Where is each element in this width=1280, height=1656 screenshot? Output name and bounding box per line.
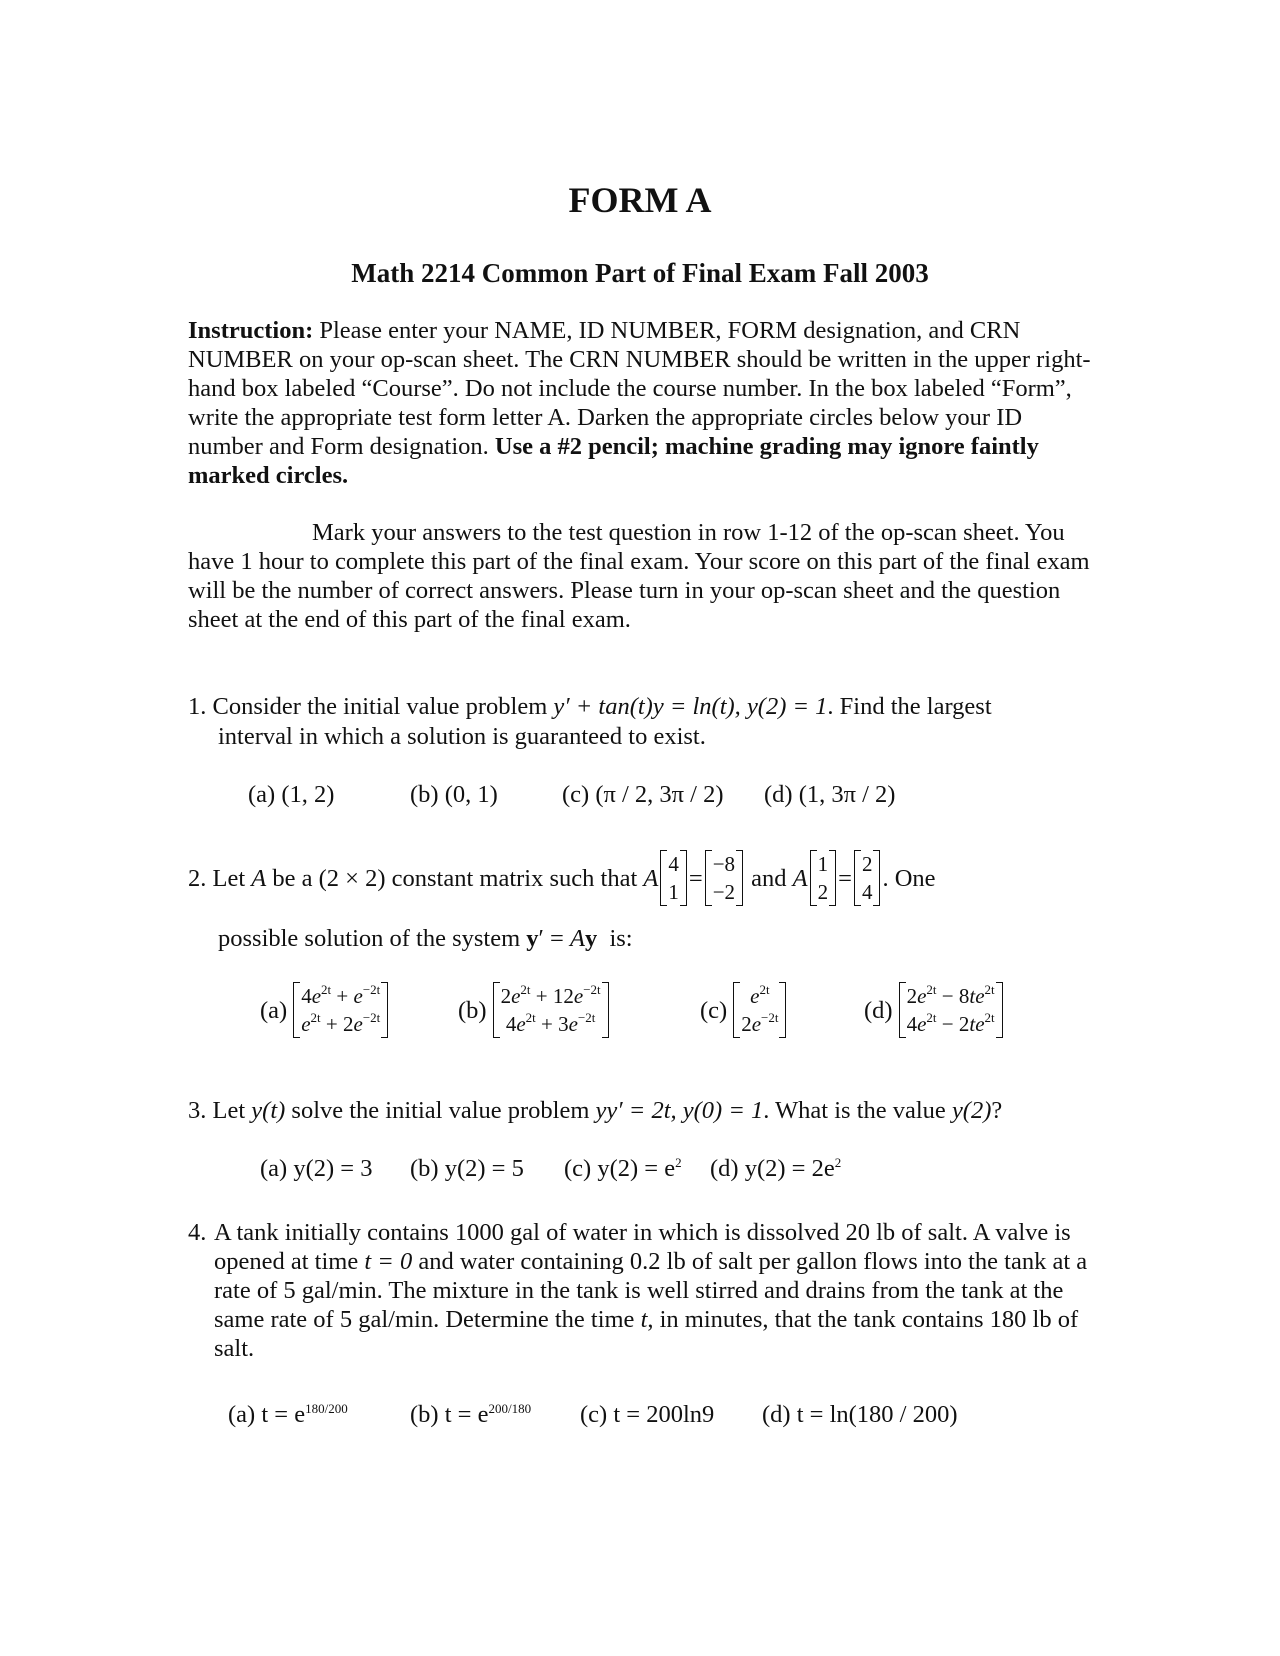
q1-choice-b: (b) (0, 1) — [410, 781, 498, 808]
q2-choice-c — [700, 982, 788, 1038]
q2-choice-b — [458, 982, 611, 1038]
q2-choice-b-label: (b) — [458, 996, 487, 1024]
q1-choice-a: (a) (1, 2) — [248, 781, 335, 808]
q4-choice-a — [228, 1400, 348, 1429]
question-2 — [188, 848, 936, 908]
q2-vector-2-top: −8 — [712, 852, 736, 876]
q2-text-4: . One — [882, 864, 936, 892]
q2-vector-4-top: 2 — [861, 852, 873, 876]
q1-choice-c: (c) (π / 2, 3π / 2) — [562, 781, 724, 808]
exp: 2t — [926, 982, 937, 997]
q4-t0: t = 0 — [364, 1248, 413, 1275]
q2-text-2: be a — [272, 864, 313, 892]
q2-choice-b-row1: $2e^{2t} + 12e^{-2t}$ — [500, 982, 601, 1008]
q2-var-a: A — [251, 864, 267, 892]
q2-vector-1 — [660, 850, 687, 906]
q2-number: 2. — [188, 864, 207, 892]
q4-text-3: , in minutes, that the tank contains 180 lb of salt. — [214, 1306, 1079, 1362]
question-1 — [188, 692, 1108, 721]
q2-var-a-2: A — [643, 864, 659, 892]
q2-vector-2-bottom: −2 — [712, 880, 736, 904]
q2-system-eq: ′ = — [538, 925, 564, 952]
q2-choice-a — [260, 982, 390, 1038]
exp: 2t — [926, 1010, 937, 1025]
q4-choice-a-text: (a) t = e — [228, 1401, 306, 1428]
q1-ode: y′ + tan(t)y = ln(t), — [553, 693, 741, 720]
exam-title: Math 2214 Common Part of Final Exam Fall 2003 — [351, 258, 929, 288]
q2-system-lhs: y — [526, 925, 539, 952]
q4-choice-d: (d) t = ln(180 / 200) — [762, 1401, 958, 1428]
q2-choice-c-matrix — [733, 982, 786, 1038]
q2-equals-2: = — [838, 864, 852, 892]
exp: −2t — [577, 1010, 596, 1025]
q4-choice-c: (c) t = 200ln9 — [580, 1401, 715, 1428]
q2-text-6: is: — [609, 925, 633, 952]
answer-instructions: Mark your answers to the test question in row 1-12 of the op-scan sheet. You have 1 hour to complete this part of the final exam. Your score on this part of the final exam will be the number of correct answers. Please turn in your op-scan sheet and the question sheet at the end of this part of the final exam. — [188, 519, 1090, 633]
q2-choice-c-row2: $2e^{-2t}$ — [741, 1010, 779, 1036]
q4-choice-b-text: (b) t = e — [410, 1401, 489, 1428]
q3-choice-c — [564, 1154, 682, 1183]
q2-var-a-3: A — [792, 864, 808, 892]
q2-vector-3-bottom: 2 — [817, 880, 829, 904]
q2-vector-2 — [705, 850, 743, 906]
exp: 2t — [321, 982, 332, 997]
exp: −2t — [362, 1010, 381, 1025]
q2-dimension: (2 × 2) — [318, 864, 386, 892]
q3-choice-d-text: (d) y(2) = 2e — [710, 1155, 835, 1182]
q3-text: Let — [212, 1097, 246, 1124]
q4-text: A tank initially contains 1000 gal of water in which is dissolved 20 lb of salt. A valve is opened at time — [214, 1219, 1071, 1275]
form-title: FORM A — [568, 180, 712, 220]
q4-tvar: t — [640, 1306, 648, 1333]
exp: 2t — [310, 1010, 321, 1025]
q2-text: Let — [212, 864, 246, 892]
q3-choice-c-text: (c) y(2) = e — [564, 1155, 676, 1182]
q2-choice-d-row2: $4e^{2t} - 2te^{2t}$ — [906, 1010, 995, 1036]
q1-number: 1. — [188, 693, 207, 720]
q2-choice-a-row1: $4e^{2t} + e^{-2t}$ — [301, 982, 381, 1008]
exp: −2t — [583, 982, 601, 997]
q1-text-tail: . Find the largest — [827, 693, 992, 720]
q2-choice-a-matrix — [293, 982, 388, 1038]
q2-choice-c-label: (c) — [700, 996, 728, 1024]
q2-choice-a-row2: $e^{2t} + 2e^{-2t}$ — [301, 1010, 381, 1036]
q3-initial-condition: y(0) = 1 — [682, 1097, 764, 1124]
q4-number: 4. — [188, 1219, 207, 1246]
q3-function: y(t) — [251, 1097, 286, 1124]
q3-ask: y(2) — [951, 1097, 992, 1124]
q2-vector-3 — [810, 850, 837, 906]
q2-choice-d-matrix — [899, 982, 1003, 1038]
instruction-text: Please enter your NAME, ID NUMBER, FORM designation, and CRN NUMBER on your op-scan sheet. The CRN NUMBER should be written in the upper right-hand box labeled “Course”. Do not include the course number. In the box labeled “Form”, write the appropriate test form letter A. Darken the appropriate circles below your ID number and Form designation. — [188, 317, 1091, 460]
q2-vector-1-bottom: 1 — [668, 880, 679, 904]
q4-choice-b-exp: 200/180 — [488, 1401, 532, 1416]
q2-and: and — [751, 864, 787, 892]
q3-text-2: solve the initial value problem — [291, 1097, 590, 1124]
question-4 — [188, 1218, 1088, 1363]
q2-system-a: A — [569, 925, 585, 952]
instructions-paragraph — [188, 316, 1092, 490]
q3-text-4: ? — [991, 1097, 1003, 1124]
question-3 — [188, 1096, 1002, 1125]
exp: −2t — [362, 982, 381, 997]
q2-vector-4-bottom: 4 — [861, 880, 873, 904]
q3-choice-c-exp: 2 — [675, 1155, 682, 1170]
q3-choice-a: (a) y(2) = 3 — [260, 1155, 373, 1182]
exp: 2t — [984, 982, 995, 997]
q2-text-3: constant matrix such that — [391, 864, 638, 892]
q3-choice-b: (b) y(2) = 5 — [410, 1155, 524, 1182]
q3-choice-d — [710, 1154, 841, 1183]
q4-choice-a-exp: 180/200 — [305, 1401, 348, 1416]
q2-vector-3-top: 1 — [817, 852, 829, 876]
q3-number: 3. — [188, 1097, 207, 1124]
q2-choice-c-row1: $e^{2t}$ — [750, 982, 770, 1008]
q2-vector-4 — [854, 850, 881, 906]
q4-body — [214, 1218, 1088, 1363]
q3-text-3: . What is the value — [763, 1097, 946, 1124]
q1-choice-d: (d) (1, 3π / 2) — [764, 781, 896, 808]
q2-vector-1-top: 4 — [668, 852, 679, 876]
q3-choice-d-exp: 2 — [834, 1155, 842, 1170]
exp: 2t — [759, 982, 770, 997]
q2-choice-a-label: (a) — [260, 996, 288, 1024]
q1-initial-condition: y(2) = 1 — [746, 693, 828, 720]
q2-choice-b-matrix — [493, 982, 609, 1038]
q2-choice-d-label: (d) — [864, 996, 893, 1024]
exp: 2t — [520, 982, 531, 997]
exp: 2t — [984, 1010, 995, 1025]
q1-text: Consider the initial value problem — [212, 693, 548, 720]
instruction-bold-text: Use a #2 pencil; machine grading may ignore faintly marked circles. — [188, 433, 1039, 489]
q4-choice-b — [410, 1400, 531, 1429]
q2-equals: = — [688, 864, 703, 892]
q2-system-rhs: y — [584, 925, 598, 952]
q3-ode: yy′ = 2t, — [595, 1097, 677, 1124]
exp: −2t — [761, 1010, 779, 1025]
exp: 2t — [525, 1010, 536, 1025]
q2-text-5: possible solution of the system — [218, 925, 521, 952]
q2-choice-d-row1: $2e^{2t} - 8te^{2t}$ — [906, 982, 995, 1008]
q2-line2 — [218, 924, 633, 953]
instruction-label: Instruction: — [188, 317, 314, 344]
q2-choice-d — [864, 982, 1005, 1038]
q2-choice-b-row2: $4e^{2t} + 3e^{-2t}$ — [505, 1010, 596, 1036]
q1-text-line2: interval in which a solution is guaranteed to exist. — [218, 723, 706, 750]
q4-text-2: and water containing 0.2 lb of salt per gallon flows into the tank at a rate of 5 gal/min. The mixture in the tank is well stirred and drains from the tank at the same rate of 5 gal/min. Determine the time — [214, 1248, 1088, 1333]
